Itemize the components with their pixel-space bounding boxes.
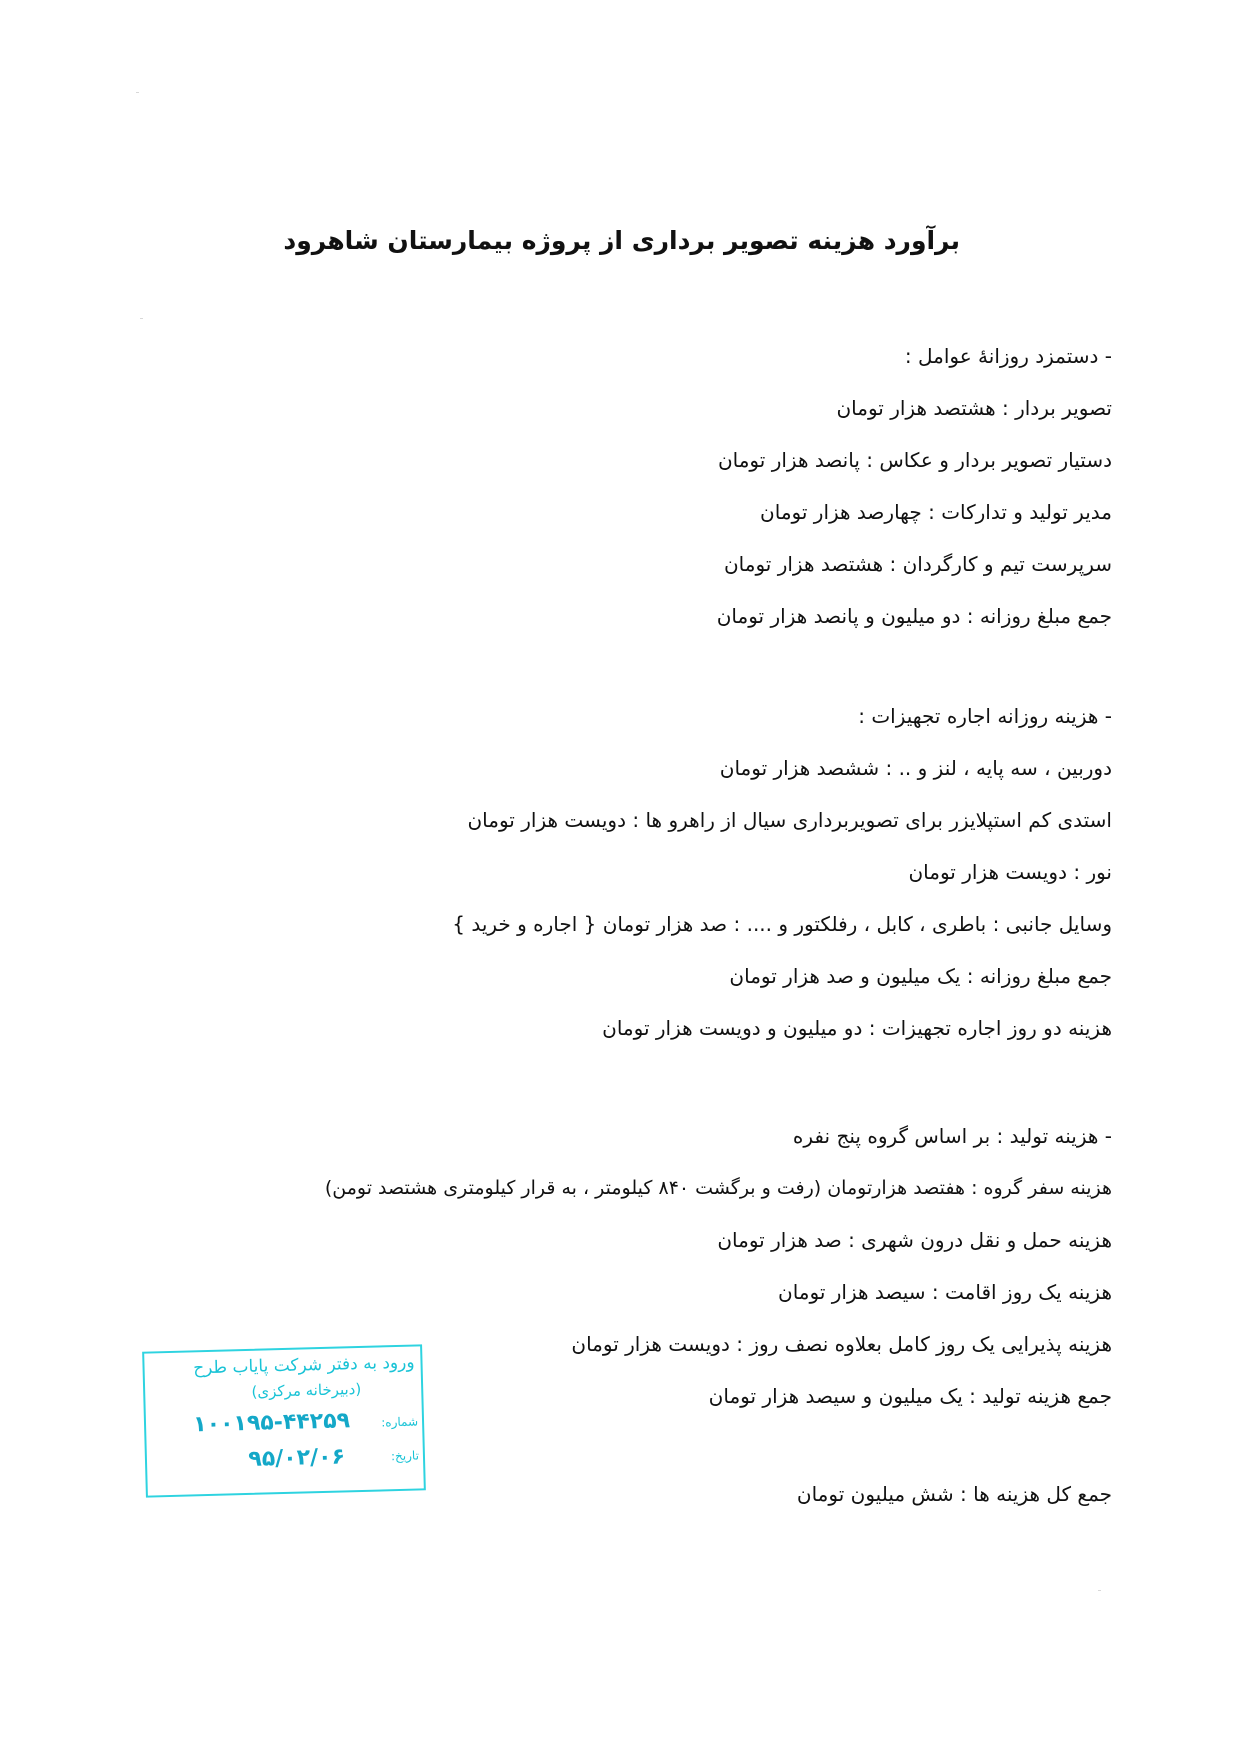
section-heading: - هزینه تولید : بر اساس گروه پنج نفره — [792, 1124, 1112, 1148]
scan-speck — [140, 318, 143, 319]
line-item: سرپرست تیم و کارگردان : هشتصد هزار تومان — [723, 552, 1112, 576]
line-item: مدیر تولید و تدارکات : چهارصد هزار تومان — [760, 500, 1112, 524]
scan-speck — [1098, 1590, 1101, 1591]
line-item: دستیار تصویر بردار و عکاس : پانصد هزار تومان — [717, 448, 1112, 472]
stamp-subtitle: (دبیرخانه مرکزی) — [251, 1379, 362, 1401]
stamp-number-label: شماره: — [381, 1414, 419, 1430]
line-item: هزینه سفر گروه : هفتصد هزارتومان (رفت و برگشت ۸۴۰ کیلومتر ، به قرار کیلومتری هشتصد تومن) — [324, 1177, 1112, 1199]
line-total: جمع مبلغ روزانه : یک میلیون و صد هزار تومان — [729, 964, 1112, 988]
line-item: هزینه یک روز اقامت : سیصد هزار تومان — [778, 1280, 1112, 1304]
line-item: استدی کم استپلایزر برای تصویربرداری سیال از راهرو ها : دویست هزار تومان — [467, 808, 1112, 832]
line-total: هزینه دو روز اجاره تجهیزات : دو میلیون و دویست هزار تومان — [602, 1016, 1112, 1040]
line-item: تصویر بردار : هشتصد هزار تومان — [836, 396, 1112, 420]
section-production-cost — [325, 1110, 1112, 1422]
section-heading: - دستمزد روزانهٔ عوامل : — [904, 344, 1112, 368]
line-total: جمع هزینه تولید : یک میلیون و سیصد هزار تومان — [708, 1384, 1112, 1408]
line-item: هزینه حمل و نقل درون شهری : صد هزار تومان — [717, 1228, 1112, 1252]
line-item: هزینه پذیرایی یک روز کامل بعلاوه نصف روز : دویست هزار تومان — [571, 1332, 1112, 1356]
grand-total: جمع کل هزینه ها : شش میلیون تومان — [796, 1482, 1112, 1506]
stamp-number-value: ۱۰۰۱۹۵-۴۴۲۵۹ — [192, 1408, 351, 1438]
section-daily-wages — [717, 330, 1112, 642]
stamp-title: ورود به دفتر شرکت پایاب طرح — [192, 1352, 415, 1379]
line-item: دوربین ، سه پایه ، لنز و .. : ششصد هزار تومان — [719, 756, 1112, 780]
line-item: نور : دویست هزار تومان — [908, 860, 1112, 884]
stamp-date-value: ۹۵/۰۲/۰۶ — [248, 1444, 346, 1472]
line-total: جمع مبلغ روزانه : دو میلیون و پانصد هزار تومان — [716, 604, 1112, 628]
stamp-date-label: تاریخ: — [390, 1448, 420, 1464]
line-item: وسایل جانبی : باطری ، کابل ، رفلکتور و .... : صد هزار تومان { اجاره و خرید } — [452, 912, 1112, 936]
registration-stamp — [142, 1344, 426, 1497]
scan-speck — [136, 92, 139, 93]
section-heading: - هزینه روزانه اجاره تجهیزات : — [858, 704, 1112, 728]
document-title: برآورد هزینه تصویر برداری از پروژه بیمارستان شاهرود — [283, 226, 960, 255]
section-grand-total — [797, 1468, 1112, 1520]
section-equipment-rental — [452, 690, 1112, 1054]
